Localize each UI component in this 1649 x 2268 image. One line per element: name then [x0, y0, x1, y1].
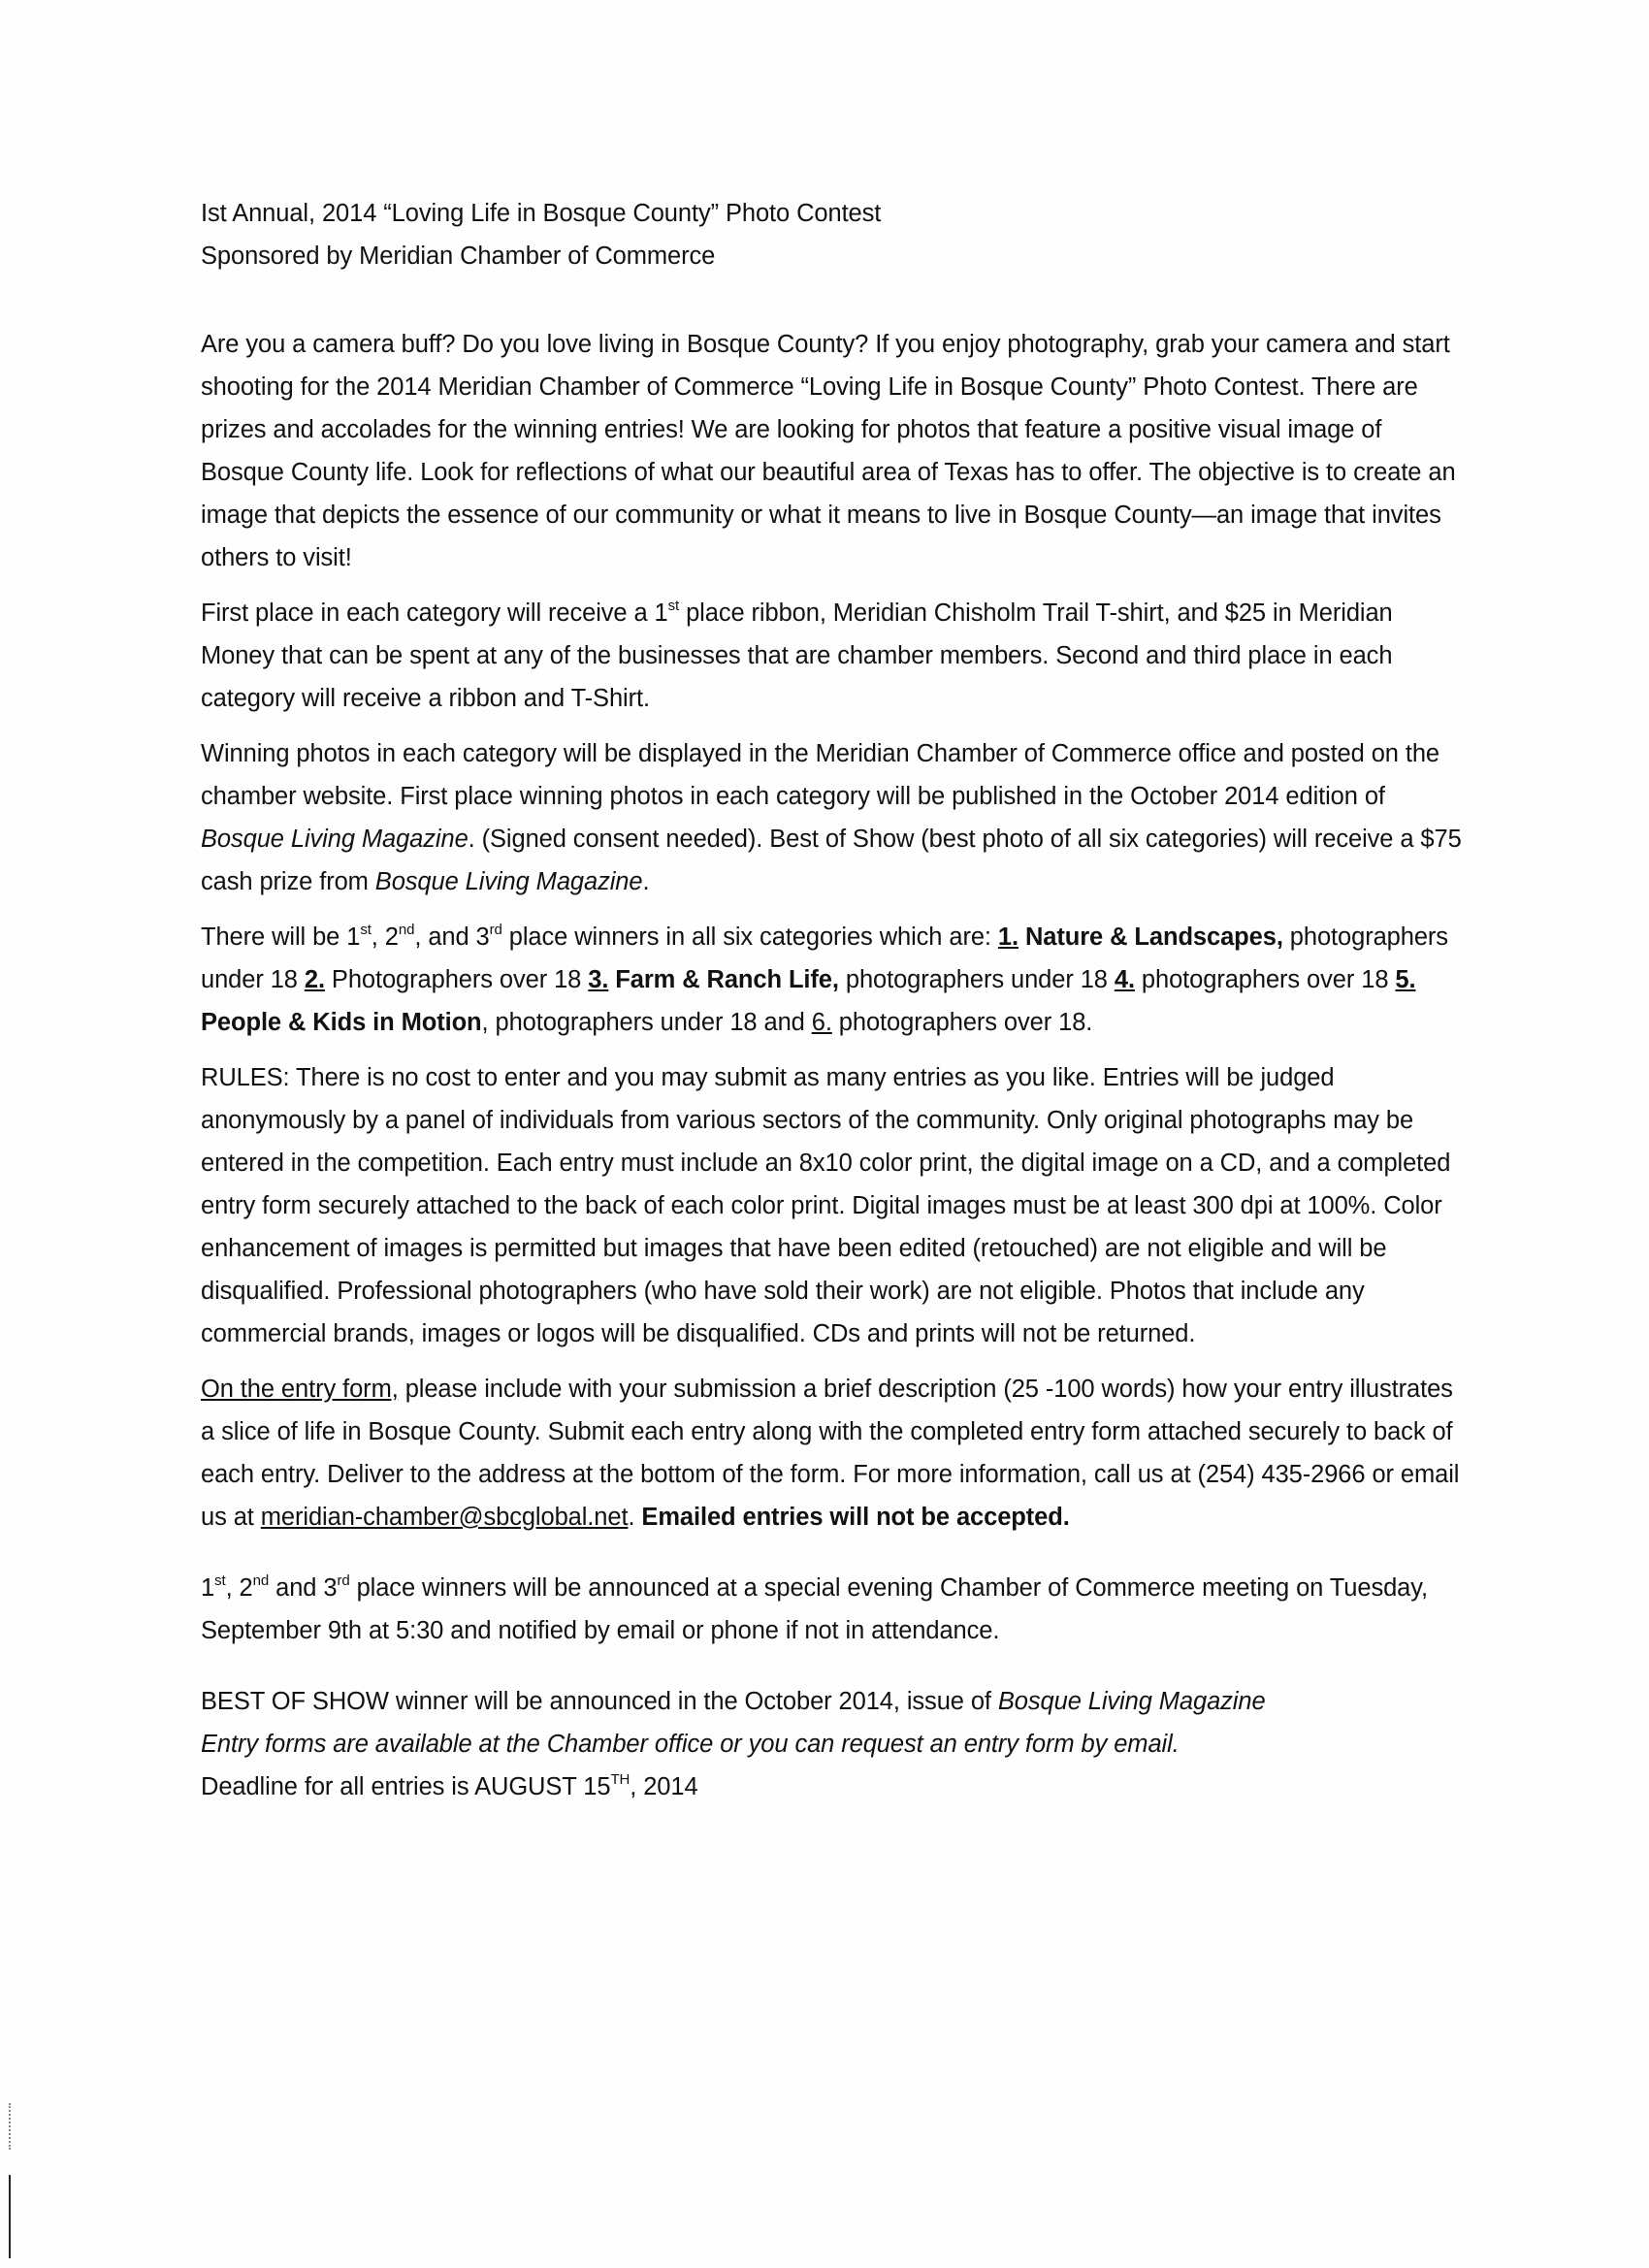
- text-run: , 2014: [630, 1773, 698, 1800]
- rules-paragraph: RULES: There is no cost to enter and you may submit as many entries as you like. Entries will be judged anonymously by a panel of individuals from various sectors of the community. Only original photographs may be entered in the competition. Each entry must include an 8x10 color print, the digital image on a CD, and a completed entry form securely attached to the back of each color print. Digital images must be at least 300 dpi at 100%. Color enhancement of images is permitted but images that have been edited (retouched) are not eligible and will be disqualified. Professional photographers (who have sold their work) are not eligible. Photos that include any commercial brands, images or logos will be disqualified. CDs and prints will not be returned.: [201, 1064, 1451, 1347]
- text-run: , and 3: [414, 923, 490, 951]
- superscript: nd: [252, 1572, 270, 1589]
- category-number: 6.: [811, 1009, 832, 1036]
- category-number: 5.: [1395, 966, 1416, 993]
- category-number: 4.: [1114, 966, 1135, 993]
- text-run: photographers under 18: [838, 966, 1115, 993]
- text-run: . (Signed consent needed). Best of Show (best photo of all six categories) will receive a $75 cash prize from: [201, 826, 1462, 895]
- closing-block: [201, 1680, 1467, 1808]
- text-run: place winners will be announced at a special evening Chamber of Commerce meeting on Tuesday, September 9th at 5:30 and notified by email or phone if not in attendance.: [201, 1574, 1429, 1644]
- text-run: Deadline for all entries is AUGUST 15: [201, 1773, 611, 1800]
- text-run: please include with your submission a brief description (25 -100 words) how your entry illustrates a slice of life in Bosque County. Submit each entry along with the completed entry form attached securely to back of each entry. Deliver to the address at the bottom of the form. For more information, call us at (254) 435-2966 or email us at: [201, 1376, 1460, 1531]
- superscript: st: [214, 1572, 226, 1589]
- emailed-entries-notice: Emailed entries will not be accepted.: [641, 1504, 1070, 1531]
- superscript: TH: [610, 1771, 630, 1788]
- superscript: rd: [337, 1572, 350, 1589]
- text-run: place ribbon, Meridian Chisholm Trail T-shirt, and $25 in Meridian Money that can be spent at any of the businesses that are chamber members. Second and third place in each category will receive a ribbon and T-Shirt.: [201, 599, 1393, 712]
- text-run: First place in each category will receive a 1: [201, 599, 668, 627]
- text-run: photographers over 18: [1134, 966, 1396, 993]
- scan-artifact: [9, 2103, 13, 2150]
- category-number: 3.: [588, 966, 609, 993]
- winning-photos-paragraph: [201, 732, 1467, 903]
- document-body: [201, 192, 1467, 1808]
- category-number: 2.: [304, 966, 325, 993]
- superscript: st: [667, 598, 680, 614]
- deadline-line: [201, 1766, 1467, 1808]
- text-run: place winners in all six categories which are:: [501, 923, 998, 951]
- superscript: st: [360, 922, 372, 938]
- document-header: [201, 192, 1467, 277]
- contest-title: Ist Annual, 2014 “Loving Life in Bosque County” Photo Contest: [201, 200, 882, 227]
- announcement-paragraph: [201, 1567, 1467, 1652]
- best-of-show-line: [201, 1680, 1467, 1723]
- scan-artifact: [9, 2175, 11, 2258]
- email-link[interactable]: meridian-chamber@sbcglobal.net: [260, 1504, 629, 1531]
- prizes-paragraph: [201, 592, 1467, 720]
- entry-forms-line: Entry forms are available at the Chamber office or you can request an entry form by email.: [201, 1731, 1180, 1758]
- text-run: , 2: [225, 1574, 253, 1602]
- magazine-title: Bosque Living Magazine: [201, 826, 469, 853]
- text-run: and 3: [269, 1574, 338, 1602]
- text-run: , photographers under 18 and: [481, 1009, 812, 1036]
- category-name: People & Kids in Motion: [201, 1009, 482, 1036]
- categories-paragraph: [201, 916, 1467, 1044]
- text-run: There will be 1: [201, 923, 361, 951]
- text-run: 1: [201, 1574, 215, 1602]
- magazine-title: Bosque Living Magazine: [374, 868, 643, 895]
- category-name: Farm & Ranch Life,: [608, 966, 839, 993]
- text-run: photographers under 18: [201, 923, 1448, 993]
- entry-form-paragraph: [201, 1368, 1467, 1539]
- superscript: rd: [489, 922, 502, 938]
- category-number: 1.: [997, 923, 1018, 951]
- text-run: Winning photos in each category will be displayed in the Meridian Chamber of Commerce office and posted on the chamber website. First place winning photos in each category will be published in the October 2014 edition of: [201, 740, 1439, 810]
- superscript: nd: [398, 922, 415, 938]
- category-name: Nature & Landscapes,: [1018, 923, 1283, 951]
- text-run: Photographers over 18: [324, 966, 589, 993]
- entry-form-lead: On the entry form,: [201, 1376, 399, 1403]
- text-run: .: [628, 1504, 642, 1531]
- text-run: .: [642, 868, 650, 895]
- text-run: , 2: [371, 923, 399, 951]
- intro-paragraph: Are you a camera buff? Do you love living in Bosque County? If you enjoy photography, grab your camera and start shooting for the 2014 Meridian Chamber of Commerce “Loving Life in Bosque County” Photo Contest. There are prizes and accolades for the winning entries! We are looking for photos that feature a positive visual image of Bosque County life. Look for reflections of what our beautiful area of Texas has to offer. The objective is to create an image that depicts the essence of our community or what it means to live in Bosque County—an image that invites others to visit!: [201, 331, 1456, 571]
- magazine-title: Bosque Living Magazine: [997, 1688, 1266, 1715]
- contest-sponsor: Sponsored by Meridian Chamber of Commerce: [201, 243, 716, 270]
- text-run: photographers over 18.: [831, 1009, 1093, 1036]
- text-run: BEST OF SHOW winner will be announced in the October 2014, issue of: [201, 1688, 998, 1715]
